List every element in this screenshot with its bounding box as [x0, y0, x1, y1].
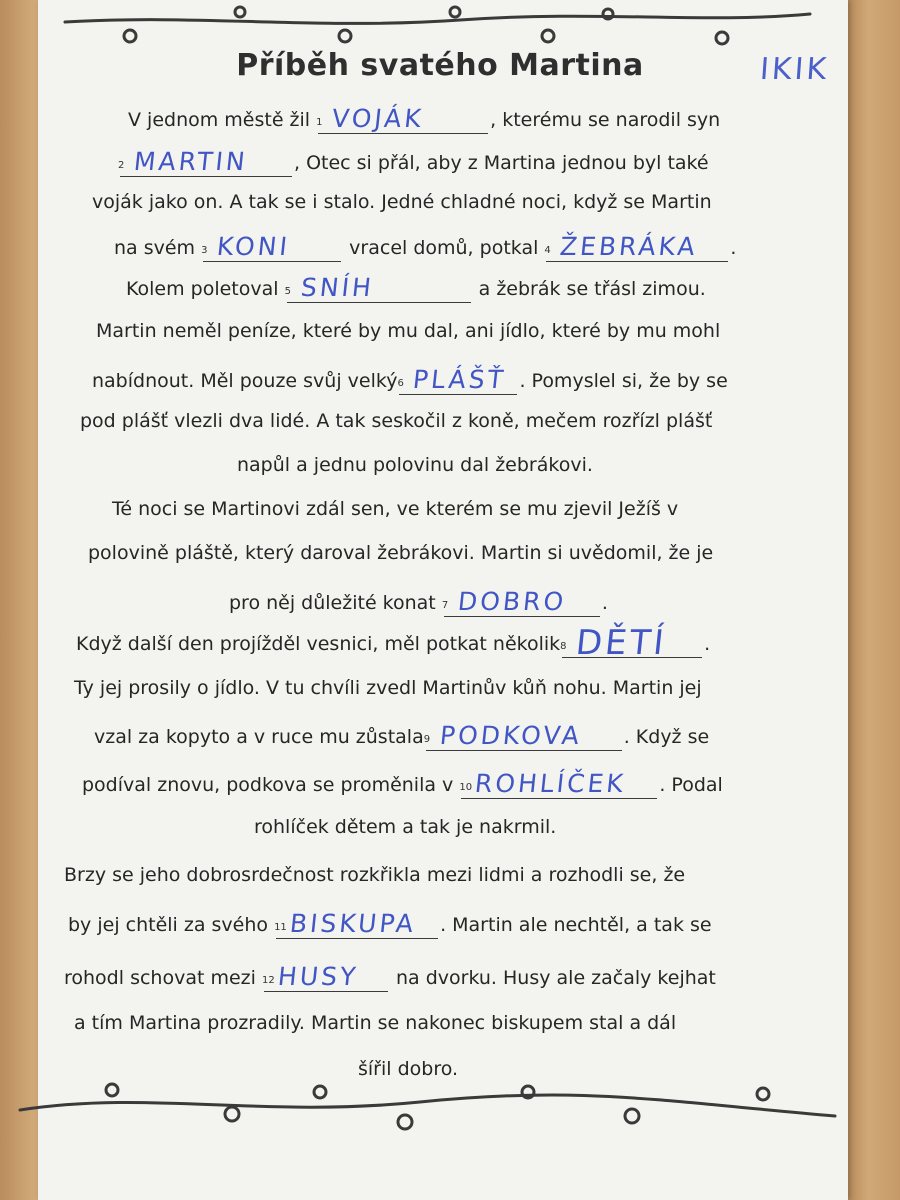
- page-title: Příběh svatého Martina: [236, 48, 644, 83]
- answer-10: ROHLÍČEK: [473, 769, 628, 798]
- blank-12[interactable]: 12 HUSY: [264, 961, 388, 992]
- story-line-10: Té noci se Martinovi zdál sen, ve kterém se mu zjevil Ježíš v: [112, 498, 679, 520]
- answer-1: VOJÁK: [330, 104, 426, 133]
- desk-left: [0, 0, 38, 1200]
- story-line-7: nabídnout. Měl pouze svůj velký 6 PLÁŠŤ . Pomyslel si, že by se: [92, 365, 728, 394]
- story-line-3: voják jako on. A tak se i stalo. Jedné chladné noci, když se Martin: [92, 191, 712, 213]
- blank-8[interactable]: 8 DĚTÍ: [562, 627, 702, 658]
- story-line-19: by jej chtěli za svého 11 BISKUPA . Martin ale nechtěl, a tak se: [68, 909, 712, 938]
- answer-5: SNÍH: [299, 273, 375, 302]
- handwritten-corner-note: IKIK: [758, 52, 831, 87]
- story-line-5: Kolem poletoval 5 SNÍH a žebrák se třásl zimou.: [126, 273, 706, 302]
- story-line-21: a tím Martina prozradily. Martin se nakonec biskupem stal a dál: [74, 1012, 677, 1034]
- story-line-17: rohlíček dětem a tak je nakrmil.: [254, 816, 557, 838]
- answer-8: DĚTÍ: [574, 623, 669, 663]
- story-line-18: Brzy se jeho dobrosrdečnost rozkřikla mezi lidmi a rozhodli se, že: [64, 864, 686, 886]
- story-line-13: Když další den projížděl vesnici, měl potkat několik 8 DĚTÍ .: [76, 623, 711, 663]
- story-line-8: pod plášť vlezli dva lidé. A tak seskočil z koně, mečem rozřízl plášť: [80, 410, 713, 432]
- blank-10[interactable]: 10 ROHLÍČEK: [461, 768, 657, 799]
- story-line-11: polovině pláště, který daroval žebrákovi. Martin si uvědomil, že je: [88, 542, 714, 564]
- answer-4: ŽEBRÁKA: [558, 232, 700, 261]
- desk-right: [848, 0, 900, 1200]
- answer-7: DOBRO: [456, 587, 568, 616]
- story-line-16: podíval znovu, podkova se proměnila v 10 ROHLÍČEK . Podal: [82, 769, 723, 798]
- blank-5[interactable]: 5 SNÍH: [287, 272, 471, 303]
- answer-11: BISKUPA: [288, 909, 418, 938]
- story-line-15: vzal za kopyto a v ruce mu zůstala 9 PODKOVA . Když se: [94, 721, 710, 750]
- blank-6[interactable]: 6 PLÁŠŤ: [399, 364, 517, 395]
- story-line-2: 2 MARTIN , Otec si přál, aby z Martina jednou byl také: [118, 147, 709, 176]
- answer-12: HUSY: [276, 962, 360, 991]
- blank-7[interactable]: 7 DOBRO: [444, 586, 600, 617]
- answer-2: MARTIN: [132, 147, 250, 176]
- answer-9: PODKOVA: [438, 721, 584, 750]
- answer-6: PLÁŠŤ: [411, 365, 508, 394]
- story-line-6: Martin neměl peníze, které by mu dal, ani jídlo, které by mu mohl: [96, 320, 721, 342]
- answer-3: KONI: [215, 232, 292, 261]
- story-line-12: pro něj důležité konat 7 DOBRO .: [229, 587, 608, 616]
- blank-3[interactable]: 3 KONI: [203, 231, 341, 262]
- blank-4[interactable]: 4 ŽEBRÁKA: [546, 231, 728, 262]
- story-line-20: rohodl schovat mezi 12 HUSY na dvorku. Husy ale začaly kejhat: [64, 962, 716, 991]
- blank-2[interactable]: 2 MARTIN: [120, 146, 292, 177]
- story-line-9: napůl a jednu polovinu dal žebrákovi.: [237, 454, 593, 476]
- blank-1[interactable]: 1 VOJÁK: [318, 103, 488, 134]
- blank-9[interactable]: 9 PODKOVA: [426, 720, 622, 751]
- bottom-swirl-border: [0, 1070, 900, 1140]
- story-line-1: V jednom městě žil 1 VOJÁK , kterému se narodil syn: [128, 104, 721, 133]
- story-line-22: šířil dobro.: [358, 1058, 459, 1080]
- story-line-14: Ty jej prosily o jídlo. V tu chvíli zvedl Martinův kůň nohu. Martin jej: [74, 677, 702, 699]
- story-line-4: na svém 3 KONI vracel domů, potkal 4 ŽEBRÁKA .: [114, 232, 737, 261]
- blank-11[interactable]: 11 BISKUPA: [276, 908, 438, 939]
